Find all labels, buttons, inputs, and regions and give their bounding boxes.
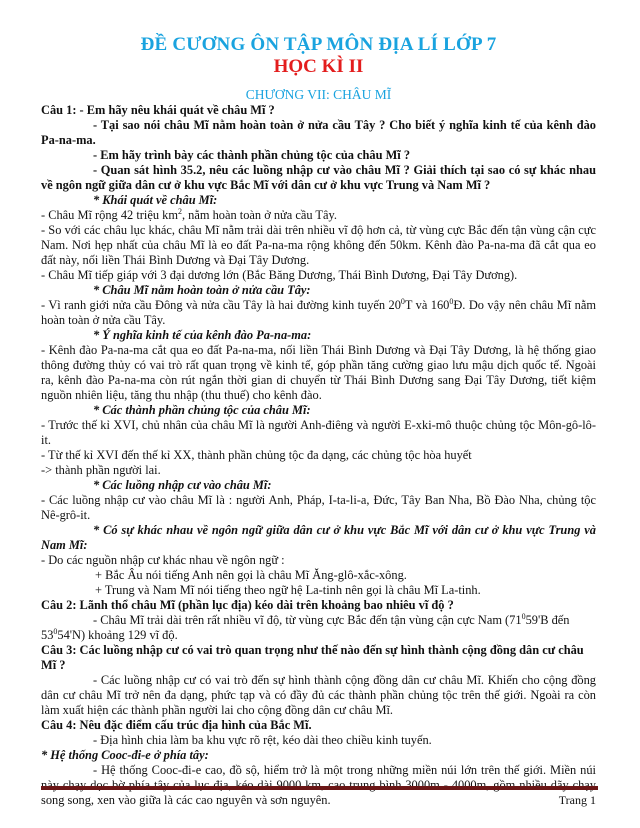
para-races2: - Từ thế kỉ XVI đến thế kỉ XX, thành phần chủng tộc đa dạng, các chủng tộc hòa huyết [41,448,472,462]
para-area: - Châu Mĩ rộng 42 triệu $km^2$, nằm hoàn toàn ở nửa cầu Tây. [41,206,337,222]
para-cordillera: - Hệ thống Cooc-đi-e cao, đồ sộ, hiểm trở là một trong những miền núi lớn trên thế giới. Miền núi này chạy dọc bờ phía tây của lục địa, kéo dài 9000 km, cao trung bình 3000m - 4000m, gồm nhiều dãy chạy song song, xen vào giữa là các cao nguyên và sơn nguyên. [41,763,596,807]
q3-question: Câu 3: Các luồng nhập cư có vai trò quan trọng như thế nào đến sự hình thành cộng đồng dân cư châu Mĩ ? [41,643,584,672]
para-races3: -> thành phần người lai. [41,463,161,477]
heading-language: * Có sự khác nhau về ngôn ngữ giữa dân cư ở khu vực Bắc Mĩ với dân cư ở khu vực Trung và Nam Mĩ: [41,523,596,552]
heading-migration: * Các luồng nhập cư vào châu Mĩ: [93,478,272,492]
para-canal: - Kênh đào Pa-na-ma cắt qua eo đất Pa-na-ma, nối liền Thái Bình Dương và Đại Tây Dương, là hệ thống giao thông đường thủy có vai trò rất quan trọng về kinh tế, góp phần tăng cường giao lưu mậu dịch quốc tế. Ngoài ra, kênh đào Pa-na-ma còn rút ngắn thời gian di chuyển từ Thái Bình Dương sang Đại Tây Dương, tiết kiệm nguồn nhiên liệu, tăng thu nhập (thu thuế) cho kênh đào. [41,343,596,402]
page-number: Trang 1 [558,793,596,807]
q2-answer: - Châu Mĩ trải dài trên rất nhiều vĩ độ, từ vùng cực Bắc đến tận vùng cận cực Nam ($71^059'B$ đến $53^054'N$) khoảng 129 vĩ độ. [41,611,570,642]
para-language: - Do các nguồn nhập cư khác nhau về ngôn ngữ : [41,553,285,567]
q1-line1: Câu 1: - Em hãy nêu khái quát về châu Mĩ ? [41,103,275,117]
heading-cordillera: * Hệ thống Cooc-đi-e ở phía tây: [41,748,209,762]
para-oceans: - Châu Mĩ tiếp giáp với 3 đại dương lớn (Bắc Băng Dương, Thái Bình Dương, Đại Tây Dương). [41,268,518,282]
document-title: ĐỀ CƯƠNG ÔN TẬP MÔN ĐỊA LÍ LỚP 7 [140,34,497,55]
q2-question: Câu 2: Lãnh thổ châu Mĩ (phần lục địa) kéo dài trên khoảng bao nhiêu vĩ độ ? [41,598,454,612]
para-language-north: + Bắc Âu nói tiếng Anh nên gọi là châu Mĩ Ăng-glô-xắc-xông. [95,568,407,582]
document-body [41,34,596,808]
document-term: HỌC KÌ II [273,56,364,77]
para-latitude: - So với các châu lục khác, châu Mĩ nằm trải dài trên nhiều vĩ độ hơn cả, từ vùng cực Bắc đến tận vùng cận cực Nam. Nơi hẹp nhất của châu Mĩ là eo đất Pa-na-ma rộng không đến 50km. Kênh đào Pa-na-ma đã cắt qua eo đất này, nối liền Thái Bình Dương và Đại Tây Dương. [41,223,596,267]
q1-line2: - Tại sao nói châu Mĩ nằm hoàn toàn ở nửa cầu Tây ? Cho biết ý nghĩa kinh tế của kênh đào Pa-na-ma. [41,118,596,147]
heading-overview: * Khái quát về châu Mĩ: [93,193,218,207]
q4-answer: - Địa hình chia làm ba khu vực rõ rệt, kéo dài theo chiều kinh tuyến. [93,733,432,747]
para-races1: - Trước thế kỉ XVI, chủ nhân của châu Mĩ là người Anh-điêng và người E-xki-mô thuộc chủng tộc Môn-gô-lô-it. [41,418,596,447]
heading-races: * Các thành phần chủng tộc của châu Mĩ: [93,403,311,417]
footer-divider [41,786,598,790]
q3-answer: - Các luồng nhập cư có vai trò đến sự hình thành cộng đồng dân cư châu Mĩ. Khiến cho cộng đồng dân cư châu Mĩ trở nên đa dạng, phức tạp và có đầy đủ các thành phần chủng tộc trên thế giới. Ngoài ra còn làm xuất hiện các thành phần người lai cho cộng đồng dân cư châu Mĩ. [41,673,596,717]
chapter-heading: CHƯƠNG VII: CHÂU MĨ [245,87,392,102]
para-language-south: + Trung và Nam Mĩ nói tiếng theo ngữ hệ La-tinh nên gọi là châu Mĩ La-tinh. [95,583,481,597]
heading-west: * Châu Mĩ nằm hoàn toàn ở nửa cầu Tây: [93,283,311,297]
q1-line3: - Em hãy trình bày các thành phần chủng tộc của châu Mĩ ? [93,148,411,162]
q1-line4: - Quan sát hình 35.2, nêu các luồng nhập cư vào châu Mĩ ? Giải thích tại sao có sự khác nhau về ngôn ngữ giữa dân cư ở khu vực Bắc Mĩ với dân cư ở khu vực Trung và Nam Mĩ ? [41,163,596,192]
heading-canal: * Ý nghĩa kinh tế của kênh đào Pa-na-ma: [93,328,312,342]
q4-question: Câu 4: Nêu đặc điểm cấu trúc địa hình của Bắc Mĩ. [41,718,312,732]
para-migration: - Các luồng nhập cư vào châu Mĩ là : người Anh, Pháp, I-ta-li-a, Đức, Tây Ban Nha, Bồ Đào Nha, chủng tộc Nê-grô-it. [41,493,596,522]
para-west: - Vì ranh giới nửa cầu Đông và nửa cầu Tây là hai đường kinh tuyến $20^0T$ và $160^0Đ$. Do vậy nên châu Mĩ nằm hoàn toàn ở nửa cầu Tây. [41,296,596,327]
